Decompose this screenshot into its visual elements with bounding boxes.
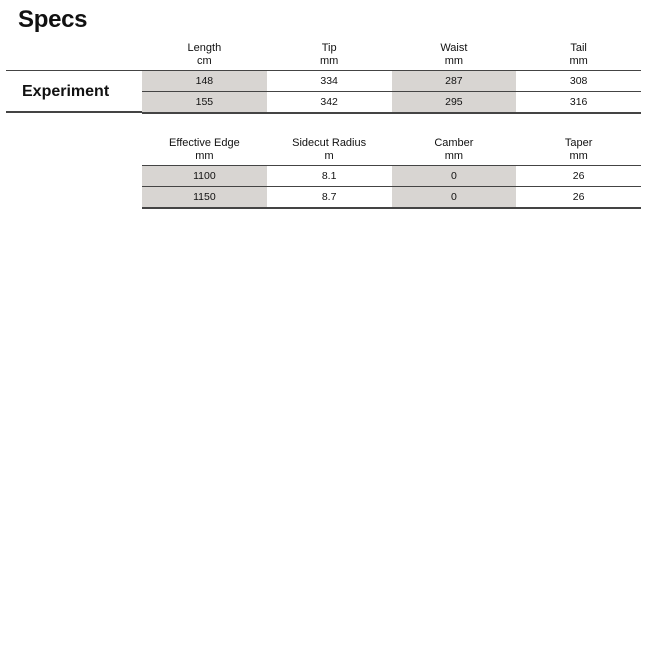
header-name: Effective Edge [169,137,240,149]
header-camber [392,137,517,165]
header-tip [267,42,392,70]
table-cell: 316 [569,96,588,108]
table-row [142,186,641,209]
header-name: Sidecut Radius [292,137,367,149]
table-cell: 308 [569,75,588,87]
table-cell: 26 [572,170,585,182]
table-row [142,91,641,114]
header-name: Tip [321,42,337,54]
header-effective-edge [142,137,267,165]
header-sidecut-radius [267,137,392,165]
table-header-row [142,137,641,165]
table-cell: 1100 [142,166,267,186]
header-waist [392,42,517,70]
header-unit: cm [197,55,212,67]
table-cell: 342 [320,96,338,108]
header-unit: mm [569,150,588,162]
table-cell: 155 [142,92,267,112]
table-cell: 334 [320,75,338,87]
header-unit: mm [569,55,588,67]
table-cell: 26 [572,191,585,203]
header-name: Length [187,42,222,54]
label-rule-top [6,70,142,71]
table-cell: 287 [392,71,517,91]
header-name: Waist [440,42,468,54]
table-cell: 295 [392,92,517,112]
geometry-table [142,137,641,209]
header-unit: m [324,150,334,162]
table-cell: 8.1 [321,170,337,182]
header-name: Camber [434,137,474,149]
label-rule-bottom [6,111,142,113]
header-unit: mm [444,55,464,67]
header-unit: mm [319,55,339,67]
header-tail [516,42,641,70]
table-row [142,70,641,91]
header-name: Tail [570,42,587,54]
header-unit: mm [195,150,214,162]
table-cell: 0 [392,187,517,207]
table-row [142,165,641,186]
header-unit: mm [444,150,464,162]
header-taper [516,137,641,165]
header-length [142,42,267,70]
header-name: Taper [564,137,593,149]
table-header-row [142,42,641,70]
model-label: Experiment [22,83,110,100]
page-title: Specs [18,6,88,33]
dimensions-table [142,42,641,114]
table-cell: 0 [392,166,517,186]
table-cell: 8.7 [321,191,337,203]
table-cell: 148 [142,71,267,91]
table-cell: 1150 [142,187,267,207]
